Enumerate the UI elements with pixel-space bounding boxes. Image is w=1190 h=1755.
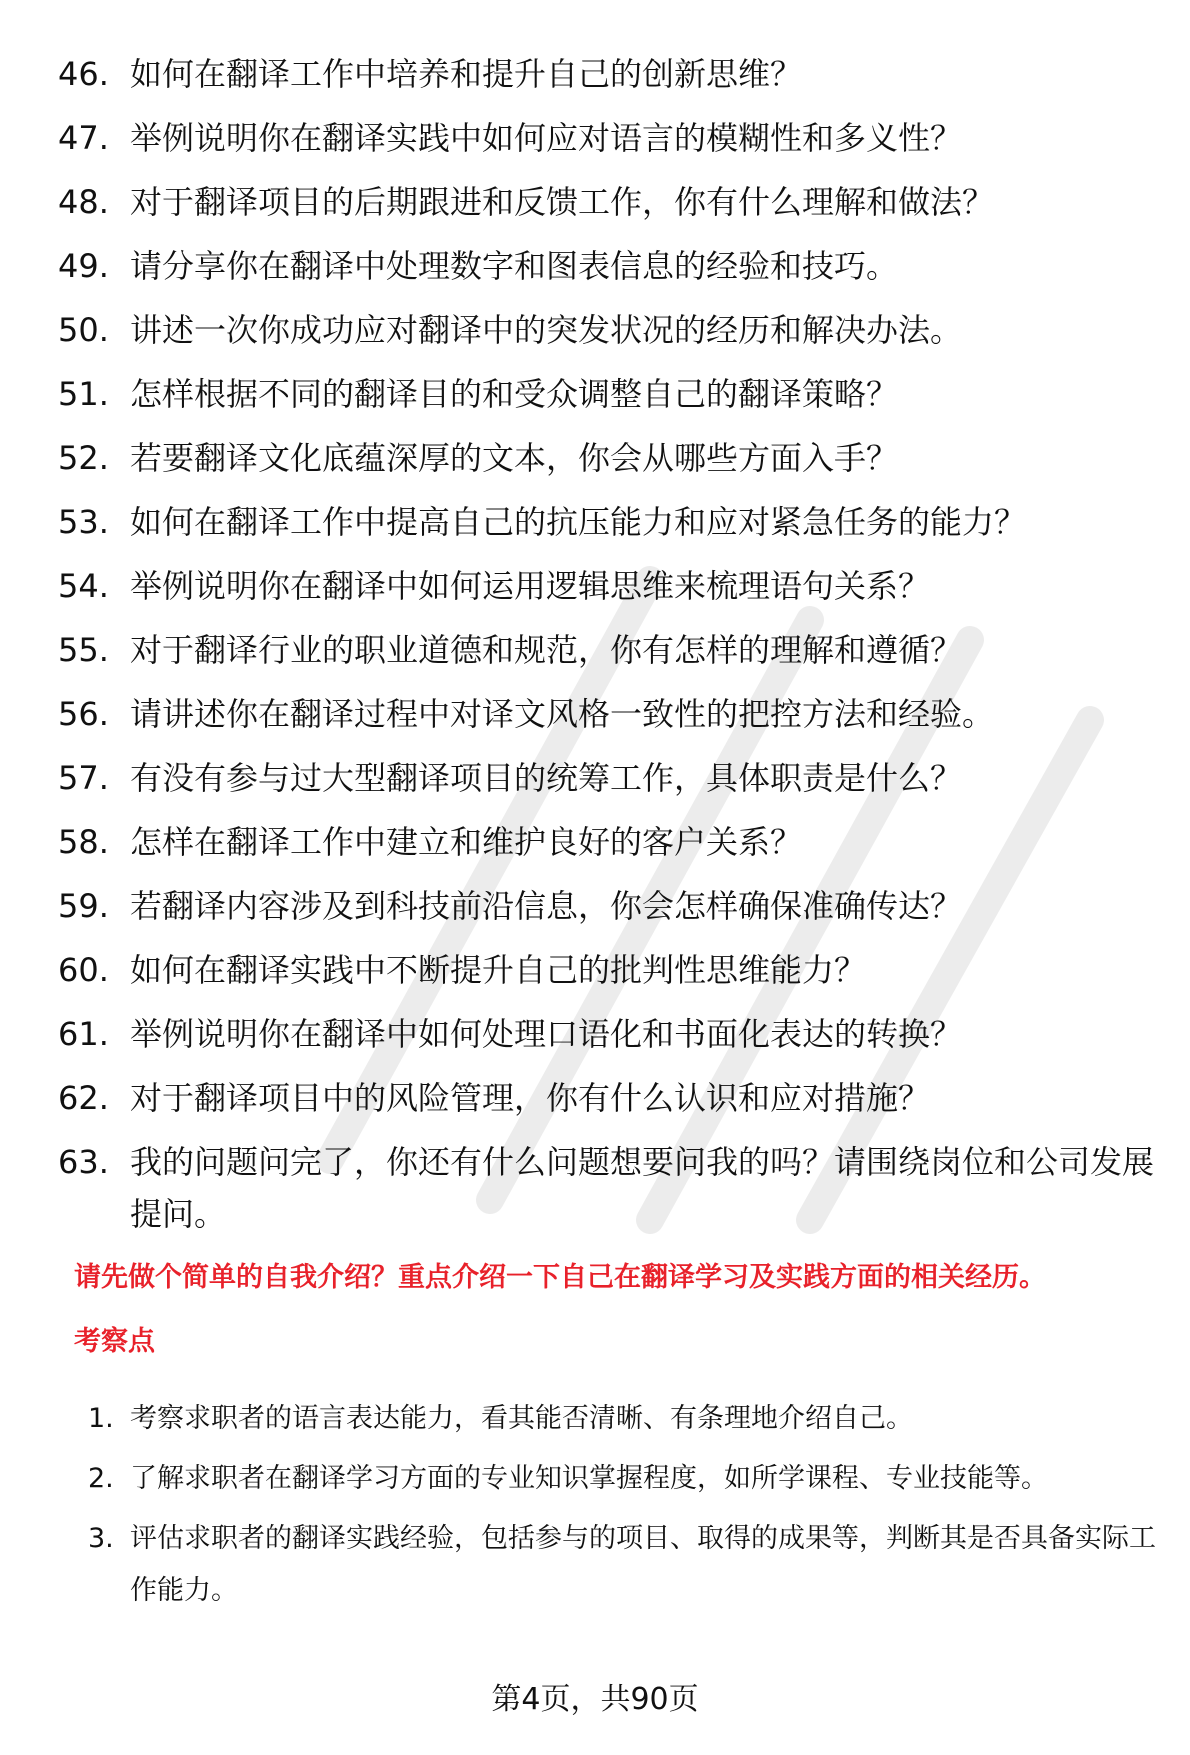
question-number: 48. (58, 183, 109, 221)
question-number: 46. (58, 55, 109, 93)
question-text: 怎样在翻译工作中建立和维护良好的客户关系？ (130, 823, 803, 861)
question-list (58, 48, 1168, 1252)
question-number: 61. (58, 1015, 109, 1053)
question-text: 讲述一次你成功应对翻译中的突发状况的经历和解决办法。 (130, 311, 963, 349)
question-text: 请讲述你在翻译过程中对译文风格一致性的把控方法和经验。 (130, 695, 995, 733)
assessment-point-item (88, 1513, 1168, 1617)
point-text: 考察求职者的语言表达能力，看其能否清晰、有条理地介绍自己。 (130, 1403, 913, 1434)
question-number: 56. (58, 695, 109, 733)
question-item (58, 240, 1168, 292)
question-text: 如何在翻译实践中不断提升自己的批判性思维能力？ (130, 951, 867, 989)
question-text: 如何在翻译工作中提高自己的抗压能力和应对紧急任务的能力？ (130, 503, 1027, 541)
question-number: 62. (58, 1079, 109, 1117)
question-item (58, 112, 1168, 164)
question-number: 47. (58, 119, 109, 157)
page-footer: 第4页，共90页 (491, 1682, 699, 1717)
question-text: 如何在翻译工作中培养和提升自己的创新思维？ (130, 55, 803, 93)
question-text: 怎样根据不同的翻译目的和受众调整自己的翻译策略？ (130, 375, 899, 413)
question-item (58, 1072, 1168, 1124)
question-number: 49. (58, 247, 109, 285)
question-item (58, 944, 1168, 996)
question-number: 63. (58, 1143, 109, 1181)
question-text: 若翻译内容涉及到科技前沿信息，你会怎样确保准确传达？ (130, 887, 963, 925)
question-text: 有没有参与过大型翻译项目的统筹工作，具体职责是什么？ (130, 759, 963, 797)
question-item (58, 880, 1168, 932)
assessment-points-list (88, 1393, 1168, 1625)
question-text: 请分享你在翻译中处理数字和图表信息的经验和技巧。 (130, 247, 899, 285)
question-number: 57. (58, 759, 109, 797)
point-number: 3. (88, 1523, 114, 1554)
question-number: 51. (58, 375, 109, 413)
question-item (58, 560, 1168, 612)
question-item (58, 432, 1168, 484)
question-item (58, 304, 1168, 356)
question-item (58, 1136, 1168, 1240)
point-text: 了解求职者在翻译学习方面的专业知识掌握程度，如所学课程、专业技能等。 (130, 1463, 1048, 1494)
question-number: 52. (58, 439, 109, 477)
question-number: 54. (58, 567, 109, 605)
question-item (58, 816, 1168, 868)
question-text: 举例说明你在翻译实践中如何应对语言的模糊性和多义性？ (130, 119, 963, 157)
question-text: 若要翻译文化底蕴深厚的文本，你会从哪些方面入手？ (130, 439, 899, 477)
question-number: 55. (58, 631, 109, 669)
point-text: 评估求职者的翻译实践经验，包括参与的项目、取得的成果等，判断其是否具备实际工作能力。 (130, 1523, 1156, 1606)
point-number: 2. (88, 1463, 114, 1494)
assessment-point-item (88, 1393, 1168, 1445)
question-text: 举例说明你在翻译中如何运用逻辑思维来梳理语句关系？ (130, 567, 931, 605)
point-number: 1. (88, 1403, 114, 1434)
question-item (58, 688, 1168, 740)
question-number: 58. (58, 823, 109, 861)
question-number: 60. (58, 951, 109, 989)
question-item (58, 1008, 1168, 1060)
intro-question-heading: 请先做个简单的自我介绍？重点介绍一下自己在翻译学习及实践方面的相关经历。 (74, 1262, 1046, 1293)
assessment-points-title: 考察点 (74, 1326, 155, 1357)
question-text: 对于翻译行业的职业道德和规范，你有怎样的理解和遵循？ (130, 631, 963, 669)
question-text: 对于翻译项目中的风险管理，你有什么认识和应对措施？ (130, 1079, 931, 1117)
question-text: 我的问题问完了，你还有什么问题想要问我的吗？请围绕岗位和公司发展提问。 (130, 1143, 1155, 1233)
question-number: 50. (58, 311, 109, 349)
question-text: 举例说明你在翻译中如何处理口语化和书面化表达的转换？ (130, 1015, 963, 1053)
question-number: 59. (58, 887, 109, 925)
question-item (58, 496, 1168, 548)
question-number: 53. (58, 503, 109, 541)
assessment-point-item (88, 1453, 1168, 1505)
question-item (58, 752, 1168, 804)
question-item (58, 624, 1168, 676)
question-item (58, 48, 1168, 100)
question-text: 对于翻译项目的后期跟进和反馈工作，你有什么理解和做法？ (130, 183, 995, 221)
question-item (58, 368, 1168, 420)
question-item (58, 176, 1168, 228)
